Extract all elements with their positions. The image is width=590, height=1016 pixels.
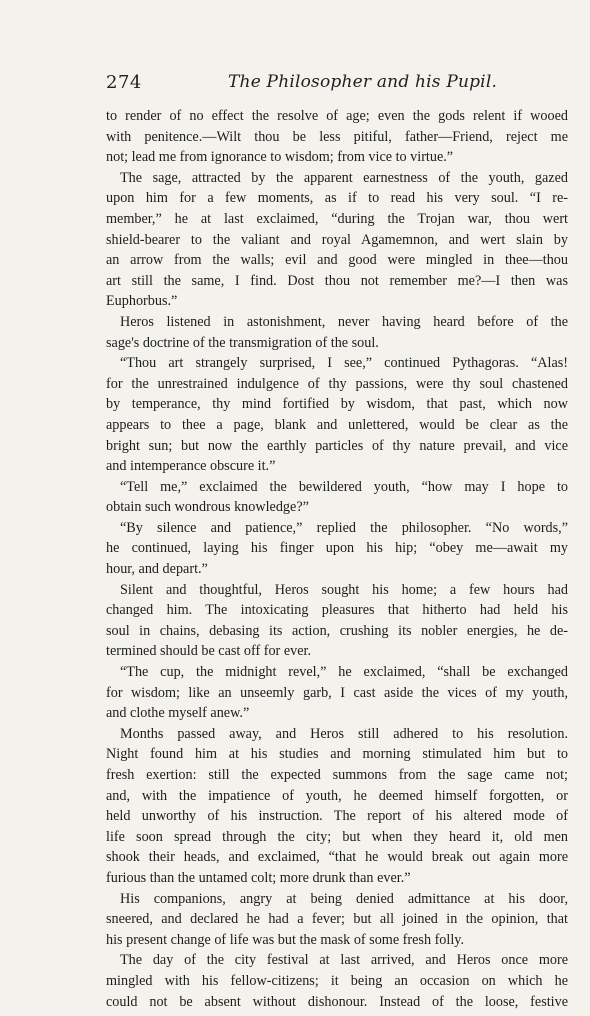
page-number: 274: [106, 72, 142, 93]
text-line: shook their heads, and exclaimed, “that he would break out again more: [106, 849, 568, 866]
text-line: upon him for a few moments, as if to read his very soul. “I re-: [106, 190, 568, 207]
text-line: for wisdom; like an unseemly garb, I cast aside the vices of my youth,: [106, 684, 568, 701]
text-line: The day of the city festival at last arrived, and Heros once more: [120, 952, 568, 969]
text-line: and clothe myself anew.”: [106, 705, 250, 722]
text-line: The sage, attracted by the apparent earnestness of the youth, gazed: [120, 169, 568, 186]
text-line: life soon spread through the city; but when they heard it, old men: [106, 828, 568, 845]
running-title: The Philosopher and his Pupil.: [228, 72, 498, 92]
text-line: Silent and thoughtful, Heros sought his home; a few hours had: [120, 581, 568, 598]
text-line: sneered, and declared he had a fever; but all joined in the opinion, that: [106, 911, 568, 928]
text-line: appears to thee a page, blank and unlettered, would be clear as the: [106, 416, 568, 433]
text-line: his present change of life was but the mask of some fresh folly.: [106, 931, 465, 948]
text-line: His companions, angry at being denied admittance at his door,: [120, 890, 568, 907]
text-line: bright sun; but now the earthly particles of thy nature prevail, and vice: [106, 437, 568, 454]
text-line: to render of no effect the resolve of age; even the gods relent if wooed: [106, 108, 568, 124]
text-line: could not be absent without dishonour. Instead of the loose, festive: [106, 993, 568, 1010]
text-line: changed him. The intoxicating pleasures that hitherto had held his: [106, 602, 568, 619]
text-line: and, with the impatience of youth, he deemed himself forgotten, or: [106, 787, 568, 804]
text-line: for the unrestrained indulgence of thy passions, were thy soul chastened: [106, 375, 568, 392]
text-line: sage's doctrine of the transmigration of the soul.: [106, 334, 379, 351]
text-line: termined should be cast off for ever.: [106, 643, 311, 660]
text-line: “Thou art strangely surprised, I see,” continued Pythagoras. “Alas!: [120, 355, 568, 372]
text-line: Euphorbus.”: [106, 293, 178, 310]
body-text: [106, 106, 568, 1012]
text-line: Heros listened in astonishment, never having heard before of the: [120, 313, 568, 330]
text-line: by temperance, thy mind fortified by wisdom, that past, which now: [106, 396, 568, 413]
text-line: “By silence and patience,” replied the philosopher. “No words,”: [120, 519, 568, 536]
text-line: furious than the untamed colt; more drunk than ever.”: [106, 869, 411, 886]
page-header: [106, 72, 568, 102]
text-line: hour, and depart.”: [106, 561, 208, 578]
text-line: member,” he at last exclaimed, “during the Trojan war, thou wert: [106, 210, 568, 227]
text-line: and intemperance obscure it.”: [106, 458, 276, 475]
text-line: an arrow from the walls; evil and good were mingled in thee—thou: [106, 252, 568, 269]
text-line: not; lead me from ignorance to wisdom; from vice to virtue.”: [106, 149, 454, 166]
text-line: with penitence.—Wilt thou be less pitiful, father—Friend, reject me: [106, 128, 568, 145]
text-line: obtain such wondrous knowledge?”: [106, 499, 309, 516]
text-line: held unworthy of his instruction. The report of his altered mode of: [106, 808, 568, 825]
text-line: “Tell me,” exclaimed the bewildered youth, “how may I hope to: [120, 478, 568, 495]
text-line: fresh exertion: still the expected summons from the sage came not;: [106, 767, 568, 783]
text-line: Months passed away, and Heros still adhered to his resolution.: [120, 725, 568, 742]
text-line: art still the same, I find. Dost thou not remember me?—I then was: [106, 272, 568, 289]
text-line: he continued, laying his finger upon his hip; “obey me—await my: [106, 540, 568, 557]
text-line: shield-bearer to the valiant and royal Agamemnon, and wert slain by: [106, 231, 568, 248]
text-line: mingled with his fellow-citizens; it being an occasion on which he: [106, 972, 568, 989]
text-line: “The cup, the midnight revel,” he exclaimed, “shall be exchanged: [120, 664, 568, 681]
text-line: Night found him at his studies and morning stimulated him but to: [106, 746, 568, 763]
text-line: soul in chains, debasing its action, crushing its nobler energies, he de-: [106, 622, 568, 639]
